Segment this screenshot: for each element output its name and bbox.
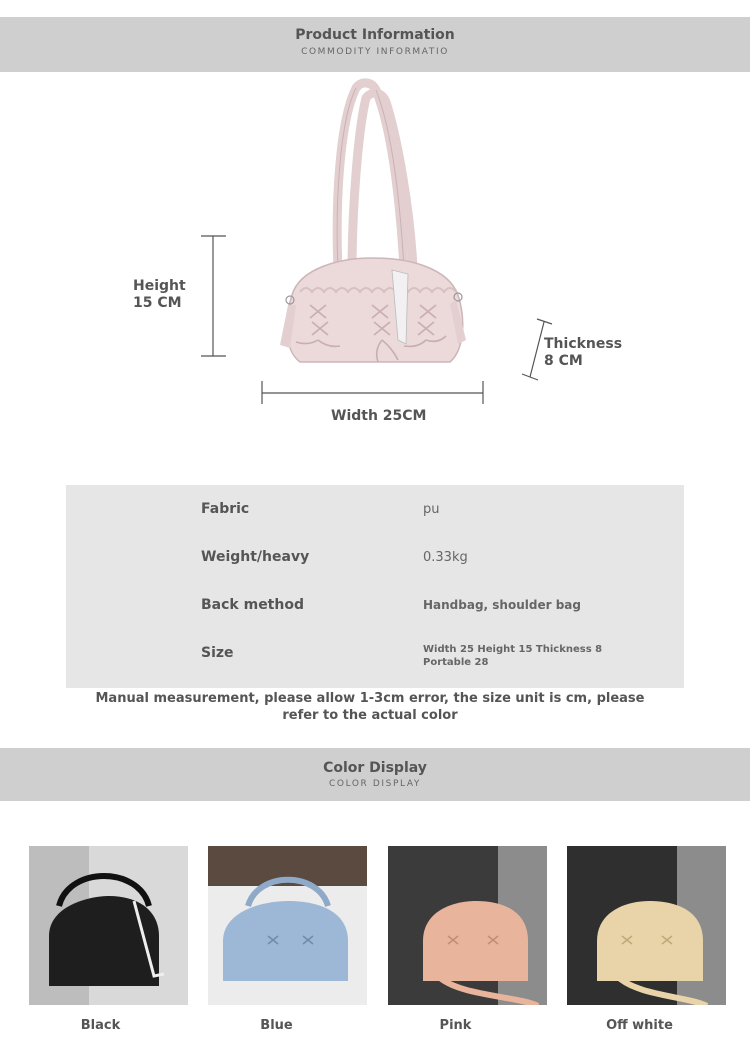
black-bag-image: [29, 846, 188, 1005]
product-info-title: Product Information: [295, 27, 455, 43]
spec-label: Size: [201, 645, 234, 661]
spec-label: Fabric: [201, 501, 250, 517]
measurement-note: Manual measurement, please allow 1-3cm error, the size unit is cm, please refer to the actual color: [95, 691, 645, 723]
height-label: Height 15 CM: [133, 278, 186, 311]
width-dimension-line: [262, 381, 483, 404]
product-dimension-figure: [0, 72, 750, 482]
spec-table: [66, 485, 684, 688]
spec-row-back-method: [66, 591, 684, 621]
color-label-black: Black: [80, 1018, 121, 1033]
spec-label: Weight/heavy: [201, 549, 310, 565]
width-label: Width 25CM: [331, 408, 427, 424]
spec-value: pu: [423, 502, 440, 517]
spec-row-weight: [66, 543, 684, 573]
off-white-bag-image: [567, 846, 726, 1005]
thickness-label: Thickness 8 CM: [544, 336, 623, 369]
color-swatch-blue[interactable]: [208, 846, 367, 1005]
spec-value: Width 25 Height 15 Thickness 8 Portable 28: [423, 644, 603, 668]
color-label-blue: Blue: [260, 1018, 293, 1033]
color-label-off-white: Off white: [606, 1018, 673, 1033]
product-info-banner: [0, 17, 750, 72]
spec-row-size: [66, 639, 684, 669]
color-swatch-off-white[interactable]: [567, 846, 726, 1005]
color-display-title: Color Display: [323, 760, 427, 776]
color-label-pink: Pink: [439, 1018, 472, 1033]
color-display-banner: [0, 748, 750, 801]
color-swatch-black[interactable]: [29, 846, 188, 1005]
spec-label: Back method: [201, 597, 304, 613]
bag-straps: [337, 83, 413, 272]
pink-bag-image: [388, 846, 547, 1005]
product-info-subtitle: COMMODITY INFORMATIO: [301, 47, 449, 57]
spec-value: 0.33kg: [423, 550, 468, 565]
color-swatch-pink[interactable]: [388, 846, 547, 1005]
blue-bag-image: [208, 846, 367, 1005]
spec-row-fabric: [66, 495, 684, 525]
color-display-subtitle: COLOR DISPLAY: [329, 779, 421, 789]
spec-value: Handbag, shoulder bag: [423, 598, 581, 612]
